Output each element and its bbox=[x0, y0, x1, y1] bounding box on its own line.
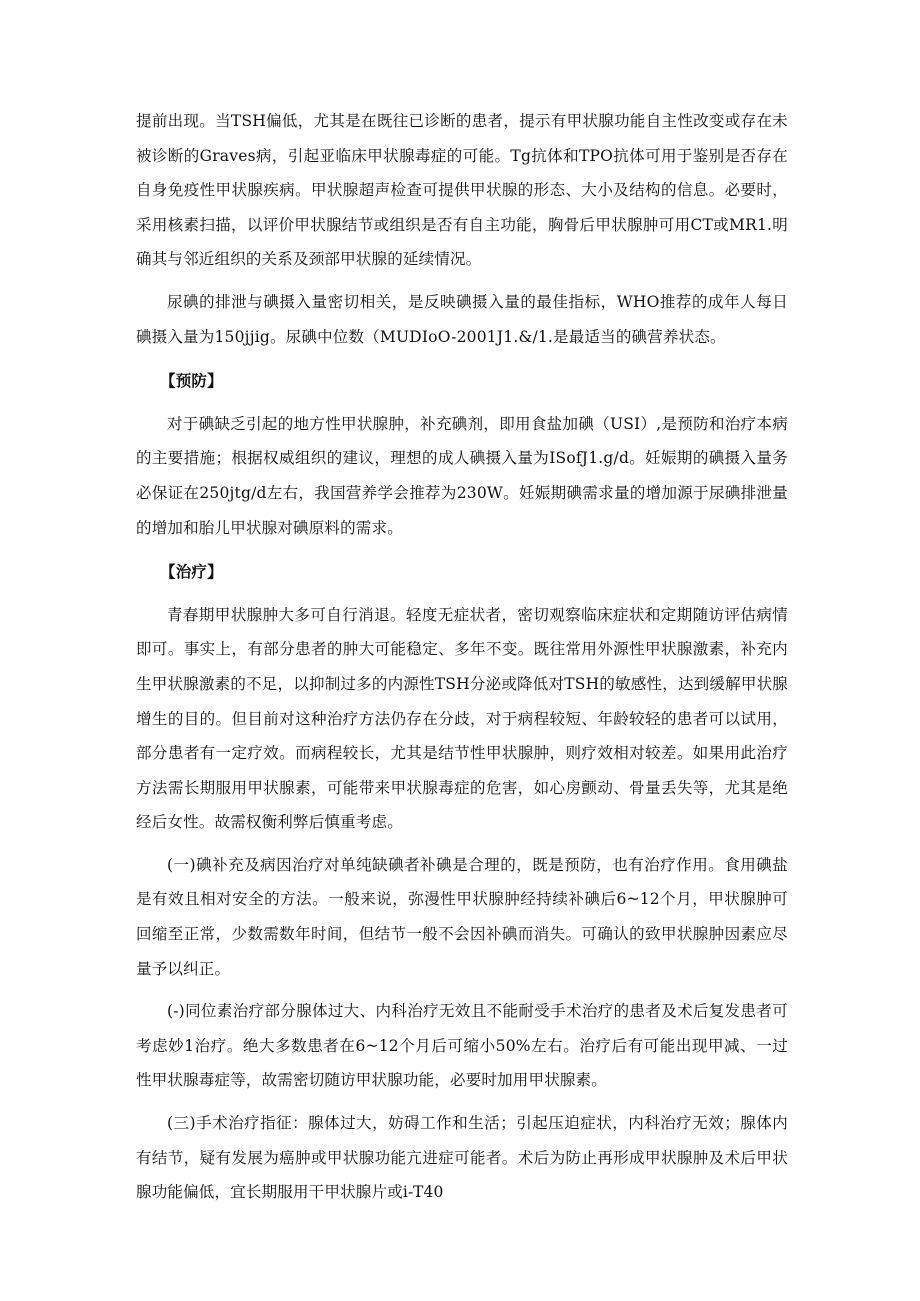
section-heading-treatment: 【治疗】 bbox=[160, 563, 223, 582]
document-page bbox=[136, 104, 788, 1210]
paragraph-iodine-supplement: (一)碘补充及病因治疗对单纯缺碘者补碘是合理的，既是预防，也有治疗作用。食用碘盐是有效且相对安全的方法。一般来说，弥漫性甲状腺肿经持续补碘后6~12个月，甲状腺肿可回缩至正常，少数需数年时间，但结节一般不会因补碘而消失。可确认的致甲状腺肿因素应尽量予以纠正。 bbox=[136, 855, 788, 978]
paragraph-diagnosis-tests: 提前出现。当TSH偏低，尤其是在既往已诊断的患者，提示有甲状腺功能自主性改变或存在未被诊断的Graves病，引起亚临床甲状腺毒症的可能。Tg抗体和TPO抗体可用于鉴别是否存在自身免疫性甲状腺疾病。甲状腺超声检查可提供甲状腺的形态、大小及结构的信息。必要时，采用核素扫描，以评价甲状腺结节或组织是否有自主功能，胸骨后甲状腺肿可用CT或MR1.明确其与邻近组织的关系及颈部甲状腺的延续情况。 bbox=[136, 112, 788, 269]
paragraph-surgery: (三)手术治疗指征：腺体过大，妨碍工作和生活；引起压迫症状，内科治疗无效；腺体内有结节，疑有发展为癌肿或甲状腺功能亢进症可能者。术后为防止再形成甲状腺肿及术后甲状腺功能偏低，宜长期服用干甲状腺片或i-T40 bbox=[136, 1114, 788, 1202]
section-heading-prevention: 【预防】 bbox=[160, 372, 223, 391]
paragraph-isotope-therapy: (-)同位素治疗部分腺体过大、内科治疗无效且不能耐受手术治疗的患者及术后复发患者可考虑妙1治疗。绝大多数患者在6~12个月后可缩小50%左右。治疗后有可能出现甲减、一过性甲状腺毒症等，故需密切随访甲状腺功能，必要时加用甲状腺素。 bbox=[136, 1002, 788, 1090]
paragraph-prevention: 对于碘缺乏引起的地方性甲状腺肿，补充碘剂，即用食盐加碘（USI）,是预防和治疗本病的主要措施；根据权威组织的建议，理想的成人碘摄入量为ISofJ1.g/d。妊娠期的碘摄入量务必保证在250jtg∕d左右，我国营养学会推荐为230W。妊娠期碘需求量的增加源于尿碘排泄量的增加和胎儿甲状腺对碘原料的需求。 bbox=[136, 414, 788, 537]
paragraph-urinary-iodine: 尿碘的排泄与碘摄入量密切相关，是反映碘摄入量的最佳指标，WHO推荐的成年人每日碘摄入量为150jjig。尿碘中位数（MUDIoO-2001J1.&/1.是最适当的碘营养状态。 bbox=[136, 292, 788, 346]
paragraph-treatment-overview: 青春期甲状腺肿大多可自行消退。轻度无症状者，密切观察临床症状和定期随访评估病情即可。事实上，有部分患者的肿大可能稳定、多年不变。既往常用外源性甲状腺激素，补充内生甲状腺激素的不足，以抑制过多的内源性TSH分泌或降低对TSH的敏感性，达到缓解甲状腺增生的目的。但目前对这种治疗方法仍存在分歧，对于病程较短、年龄较轻的患者可以试用，部分患者有一定疗效。而病程较长，尤其是结节性甲状腺肿，则疗效相对较差。如果用此治疗方法需长期服用甲状腺素，可能带来甲状腺毒症的危害，如心房颤动、骨量丢失等，尤其是绝经后女性。故需权衡利弊后慎重考虑。 bbox=[136, 605, 788, 832]
